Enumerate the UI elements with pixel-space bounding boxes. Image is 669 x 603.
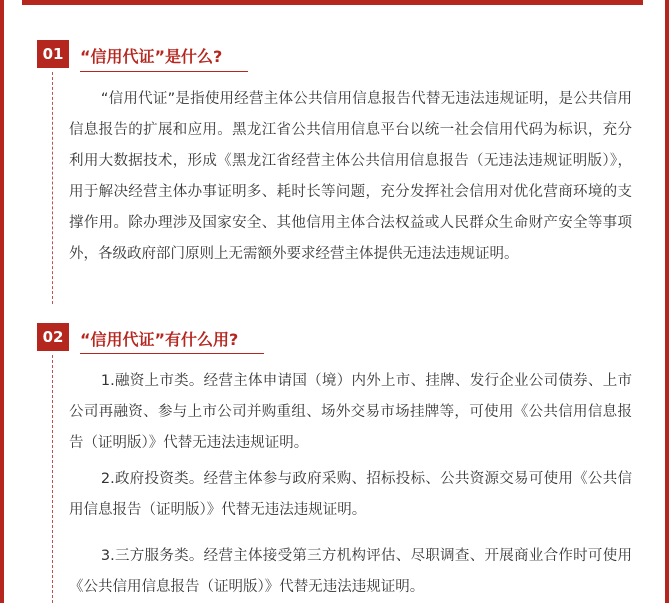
- section-number-badge-01: 01: [37, 40, 69, 68]
- list-item-government-investment: 2.政府投资类。经营主体参与政府采购、招标投标、公共资源交易可使用《公共信用信息报告（证明版）》代替无违法违规证明。: [69, 471, 632, 518]
- section-heading-what-is: “信用代证”是什么?: [80, 47, 223, 66]
- dashed-guide-line: [52, 355, 53, 603]
- top-accent-bar: [22, 0, 643, 5]
- heading-underline: [80, 71, 248, 72]
- dashed-guide-line: [52, 72, 53, 304]
- list-item-third-party-services: 3.三方服务类。经营主体接受第三方机构评估、尽职调查、开展商业合作时可使用《公共信用信息报告（证明版）》代替无违法违规证明。: [69, 548, 632, 595]
- section-heading-uses: “信用代证”有什么用?: [80, 330, 239, 349]
- section-paragraph: “信用代证”是指使用经营主体公共信用信息报告代替无违法违规证明，是公共信用信息报告的扩展和应用。黑龙江省公共信用信息平台以统一社会信用代码为标识，充分利用大数据技术，形成《黑龙江省经营主体公共信用信息报告（无违法违规证明版）》，用于解决经营主体办事证明多、耗时长等问题，充分发挥社会信用对优化营商环境的支撑作用。除办理涉及国家安全、其他信用主体合法权益或人民群众生命财产安全等事项外，各级政府部门原则上无需额外要求经营主体提供无违法违规证明。: [69, 91, 632, 262]
- heading-underline: [80, 353, 264, 354]
- list-item-financing: 1.融资上市类。经营主体申请国（境）内外上市、挂牌、发行企业公司债券、上市公司再融资、参与上市公司并购重组、场外交易市场挂牌等，可使用《公共信用信息报告（证明版）》代替无违法违规证明。: [69, 373, 632, 451]
- section-number-badge-02: 02: [37, 323, 69, 351]
